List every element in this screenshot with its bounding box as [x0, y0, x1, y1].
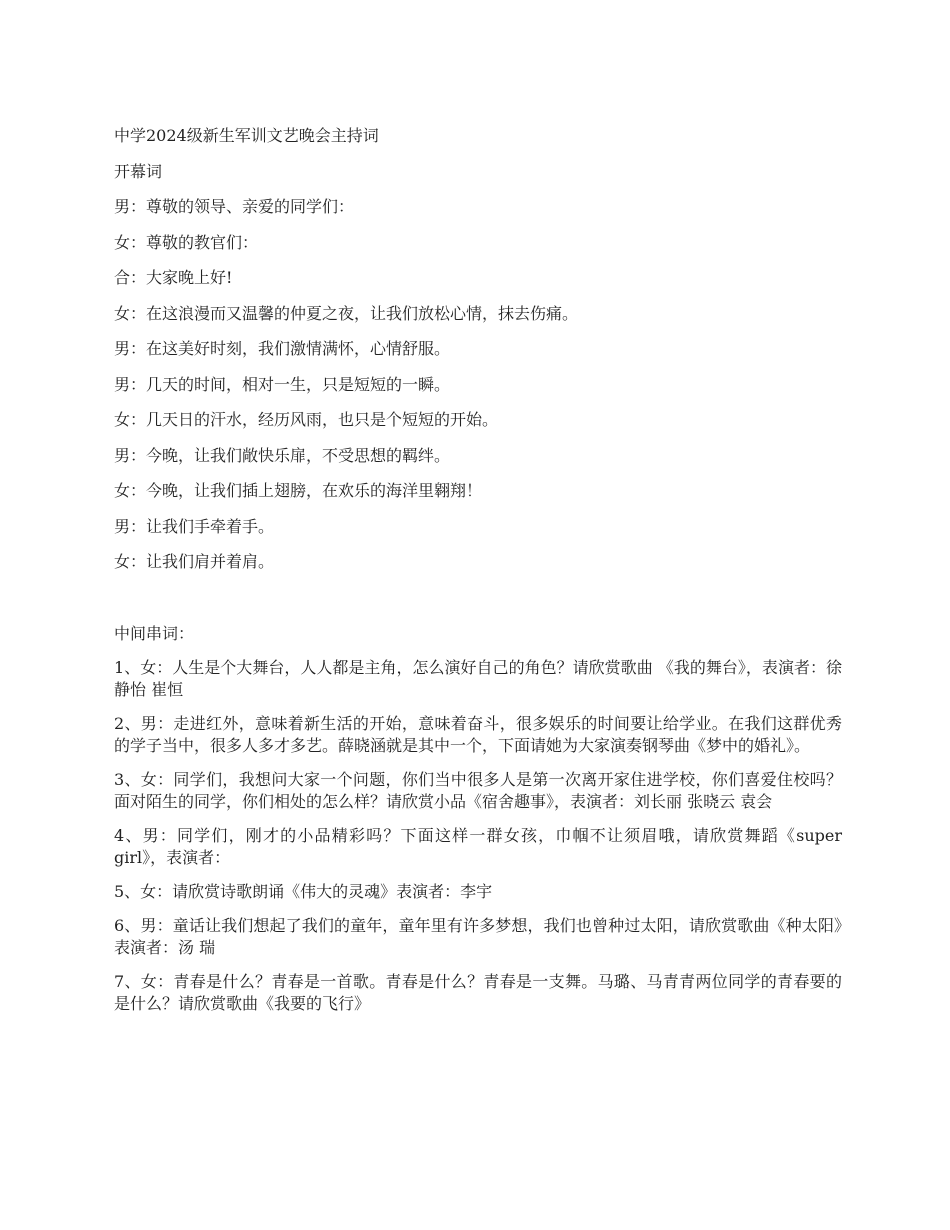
opening-line: 男：在这美好时刻，我们激情满怀，心情舒服。: [114, 339, 451, 358]
program-paragraph: 1、女：人生是个大舞台，人人都是主角，怎么演好自己的角色？请欣赏歌曲 《我的舞台》，表演者：徐静怡 崔恒: [114, 658, 842, 699]
middle-heading: 中间串词：: [114, 623, 195, 643]
program-paragraph: 4、男：同学们，刚才的小品精彩吗？下面这样一群女孩，巾帼不让须眉哦，请欣赏舞蹈《super girl》，表演者：: [114, 826, 842, 867]
opening-line: 女：在这浪漫而又温馨的仲夏之夜，让我们放松心情，抹去伤痛。: [114, 303, 579, 323]
document-title: 中学2024级新生军训文艺晚会主持词: [114, 126, 379, 145]
opening-line: 女：几天日的汗水，经历风雨，也只是个短短的开始。: [114, 410, 499, 429]
opening-line: 男：尊敬的领导、亲爱的同学们：: [114, 197, 355, 216]
opening-line: 男：几天的时间，相对一生，只是短短的一瞬。: [114, 374, 451, 394]
program-paragraph: 3、女：同学们，我想问大家一个问题，你们当中很多人是第一次离开家住进学校，你们喜爱住校吗？面对陌生的同学，你们相处的怎么样？请欣赏小品《宿舍趣事》，表演者：刘长丽 张晓云 袁会: [114, 770, 842, 811]
opening-line: 合：大家晚上好!: [114, 268, 233, 287]
opening-line: 男：今晚，让我们敞快乐扉，不受思想的羁绊。: [114, 445, 451, 465]
opening-line: 女：尊敬的教官们：: [114, 232, 259, 252]
section-spacer: [114, 586, 840, 622]
program-paragraph: 6、男：童话让我们想起了我们的童年，童年里有许多梦想，我们也曾种过太阳，请欣赏歌曲《种太阳》表演者：汤 瑞: [114, 916, 842, 957]
opening-line: 女：今晚，让我们插上翅膀，在欢乐的海洋里翱翔！: [114, 481, 483, 500]
opening-line: 女：让我们肩并着肩。: [114, 552, 275, 571]
opening-line: 男：让我们手牵着手。: [114, 516, 275, 536]
program-paragraph: 7、女：青春是什么？青春是一首歌。青春是什么？青春是一支舞。马璐、马青青两位同学的青春要的是什么？请欣赏歌曲《我要的飞行》: [114, 972, 842, 1013]
program-paragraph: 5、女：请欣赏诗歌朗诵《伟大的灵魂》表演者：李宇: [114, 882, 493, 901]
program-paragraph: 2、男：走进红外，意味着新生活的开始，意味着奋斗，很多娱乐的时间要让给学业。在我们这群优秀的学子当中，很多人多才多艺。薛晓涵就是其中一个，下面请她为大家演奏钢琴曲《梦中的婚礼》。: [114, 714, 842, 755]
opening-heading: 开幕词: [114, 161, 163, 181]
